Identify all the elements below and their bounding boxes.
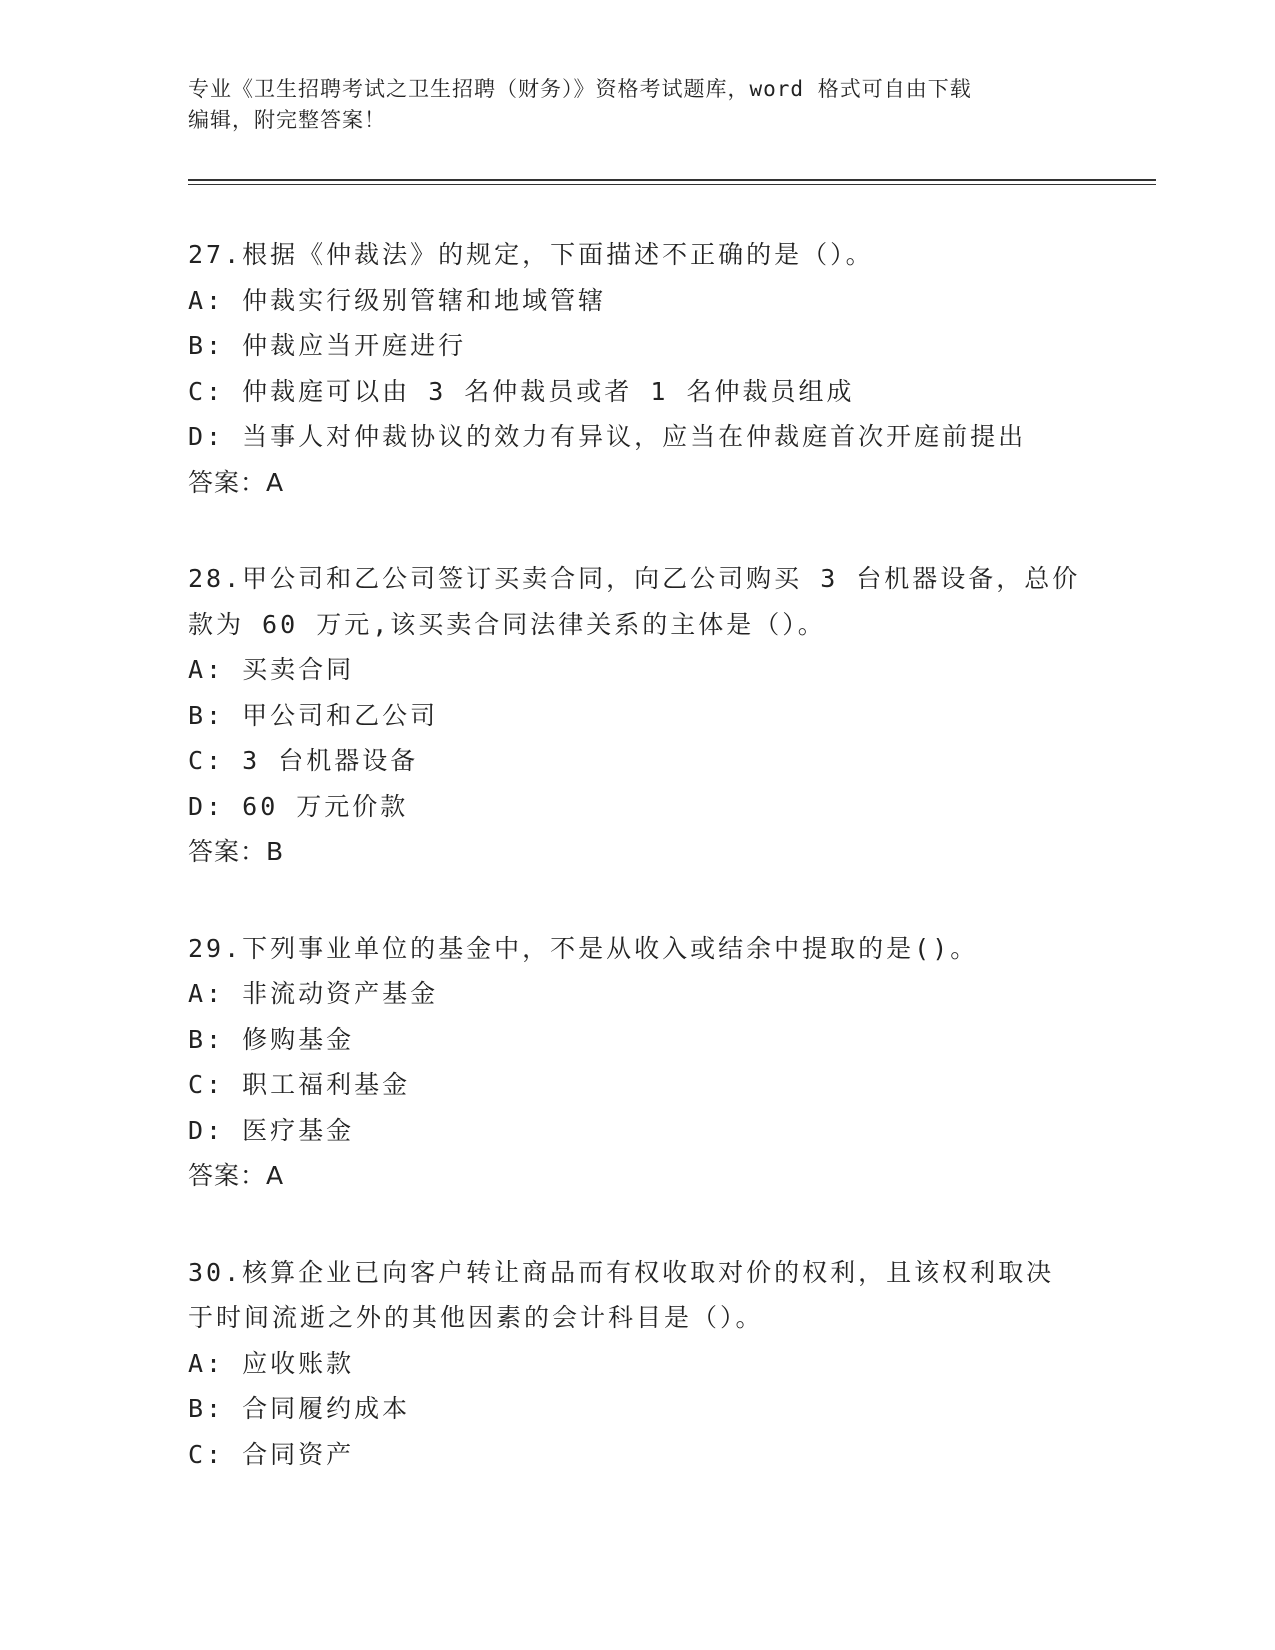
- answer-key: 答案：B: [188, 837, 285, 866]
- question-block: [188, 1250, 1088, 1478]
- document-header: [188, 74, 1088, 136]
- answer-option: B: 修购基金: [188, 1024, 355, 1054]
- question-text: 30.核算企业已向客户转让商品而有权收取对价的权利，且该权利取决: [188, 1257, 1055, 1287]
- question-block: [188, 926, 1088, 1199]
- answer-key: 答案：A: [188, 1161, 285, 1190]
- intro-line-2: 编辑，附完整答案！: [188, 108, 386, 132]
- answer-option: D: 当事人对仲裁协议的效力有异议，应当在仲裁庭首次开庭前提出: [188, 422, 1027, 451]
- question-block: [188, 232, 1088, 505]
- answer-option: C: 职工福利基金: [188, 1070, 411, 1099]
- header-divider-bottom: [188, 184, 1156, 185]
- question-text: 款为 60 万元,该买卖合同法律关系的主体是（）。: [188, 609, 826, 639]
- answer-option: B: 甲公司和乙公司: [188, 700, 439, 730]
- answer-option: D: 60 万元价款: [188, 791, 409, 821]
- answer-option: D: 医疗基金: [188, 1115, 355, 1145]
- question-text: 28.甲公司和乙公司签订买卖合同，向乙公司购买 3 台机器设备，总价: [188, 564, 1081, 593]
- answer-option: B: 合同履约成本: [188, 1394, 411, 1423]
- answer-option: A: 非流动资产基金: [188, 979, 439, 1008]
- question-block: [188, 556, 1088, 875]
- answer-option: A: 仲裁实行级别管辖和地域管辖: [188, 285, 607, 315]
- answer-option: B: 仲裁应当开庭进行: [188, 331, 467, 360]
- answer-option: C: 3 台机器设备: [188, 746, 419, 775]
- answer-option: A: 买卖合同: [188, 655, 355, 684]
- answer-key: 答案：A: [188, 467, 285, 497]
- answer-option: A: 应收账款: [188, 1348, 355, 1378]
- answer-option: C: 仲裁庭可以由 3 名仲裁员或者 1 名仲裁员组成: [188, 376, 855, 406]
- question-text: 27.根据《仲裁法》的规定，下面描述不正确的是（）。: [188, 240, 874, 269]
- intro-line-1: 专业《卫生招聘考试之卫生招聘（财务）》资格考试题库，word 格式可自由下载: [188, 77, 972, 101]
- question-list: [188, 232, 1088, 1528]
- header-divider-top: [188, 179, 1156, 181]
- answer-option: C: 合同资产: [188, 1439, 355, 1469]
- question-text: 于时间流逝之外的其他因素的会计科目是（）。: [188, 1303, 764, 1332]
- question-text: 29.下列事业单位的基金中，不是从收入或结余中提取的是()。: [188, 933, 979, 963]
